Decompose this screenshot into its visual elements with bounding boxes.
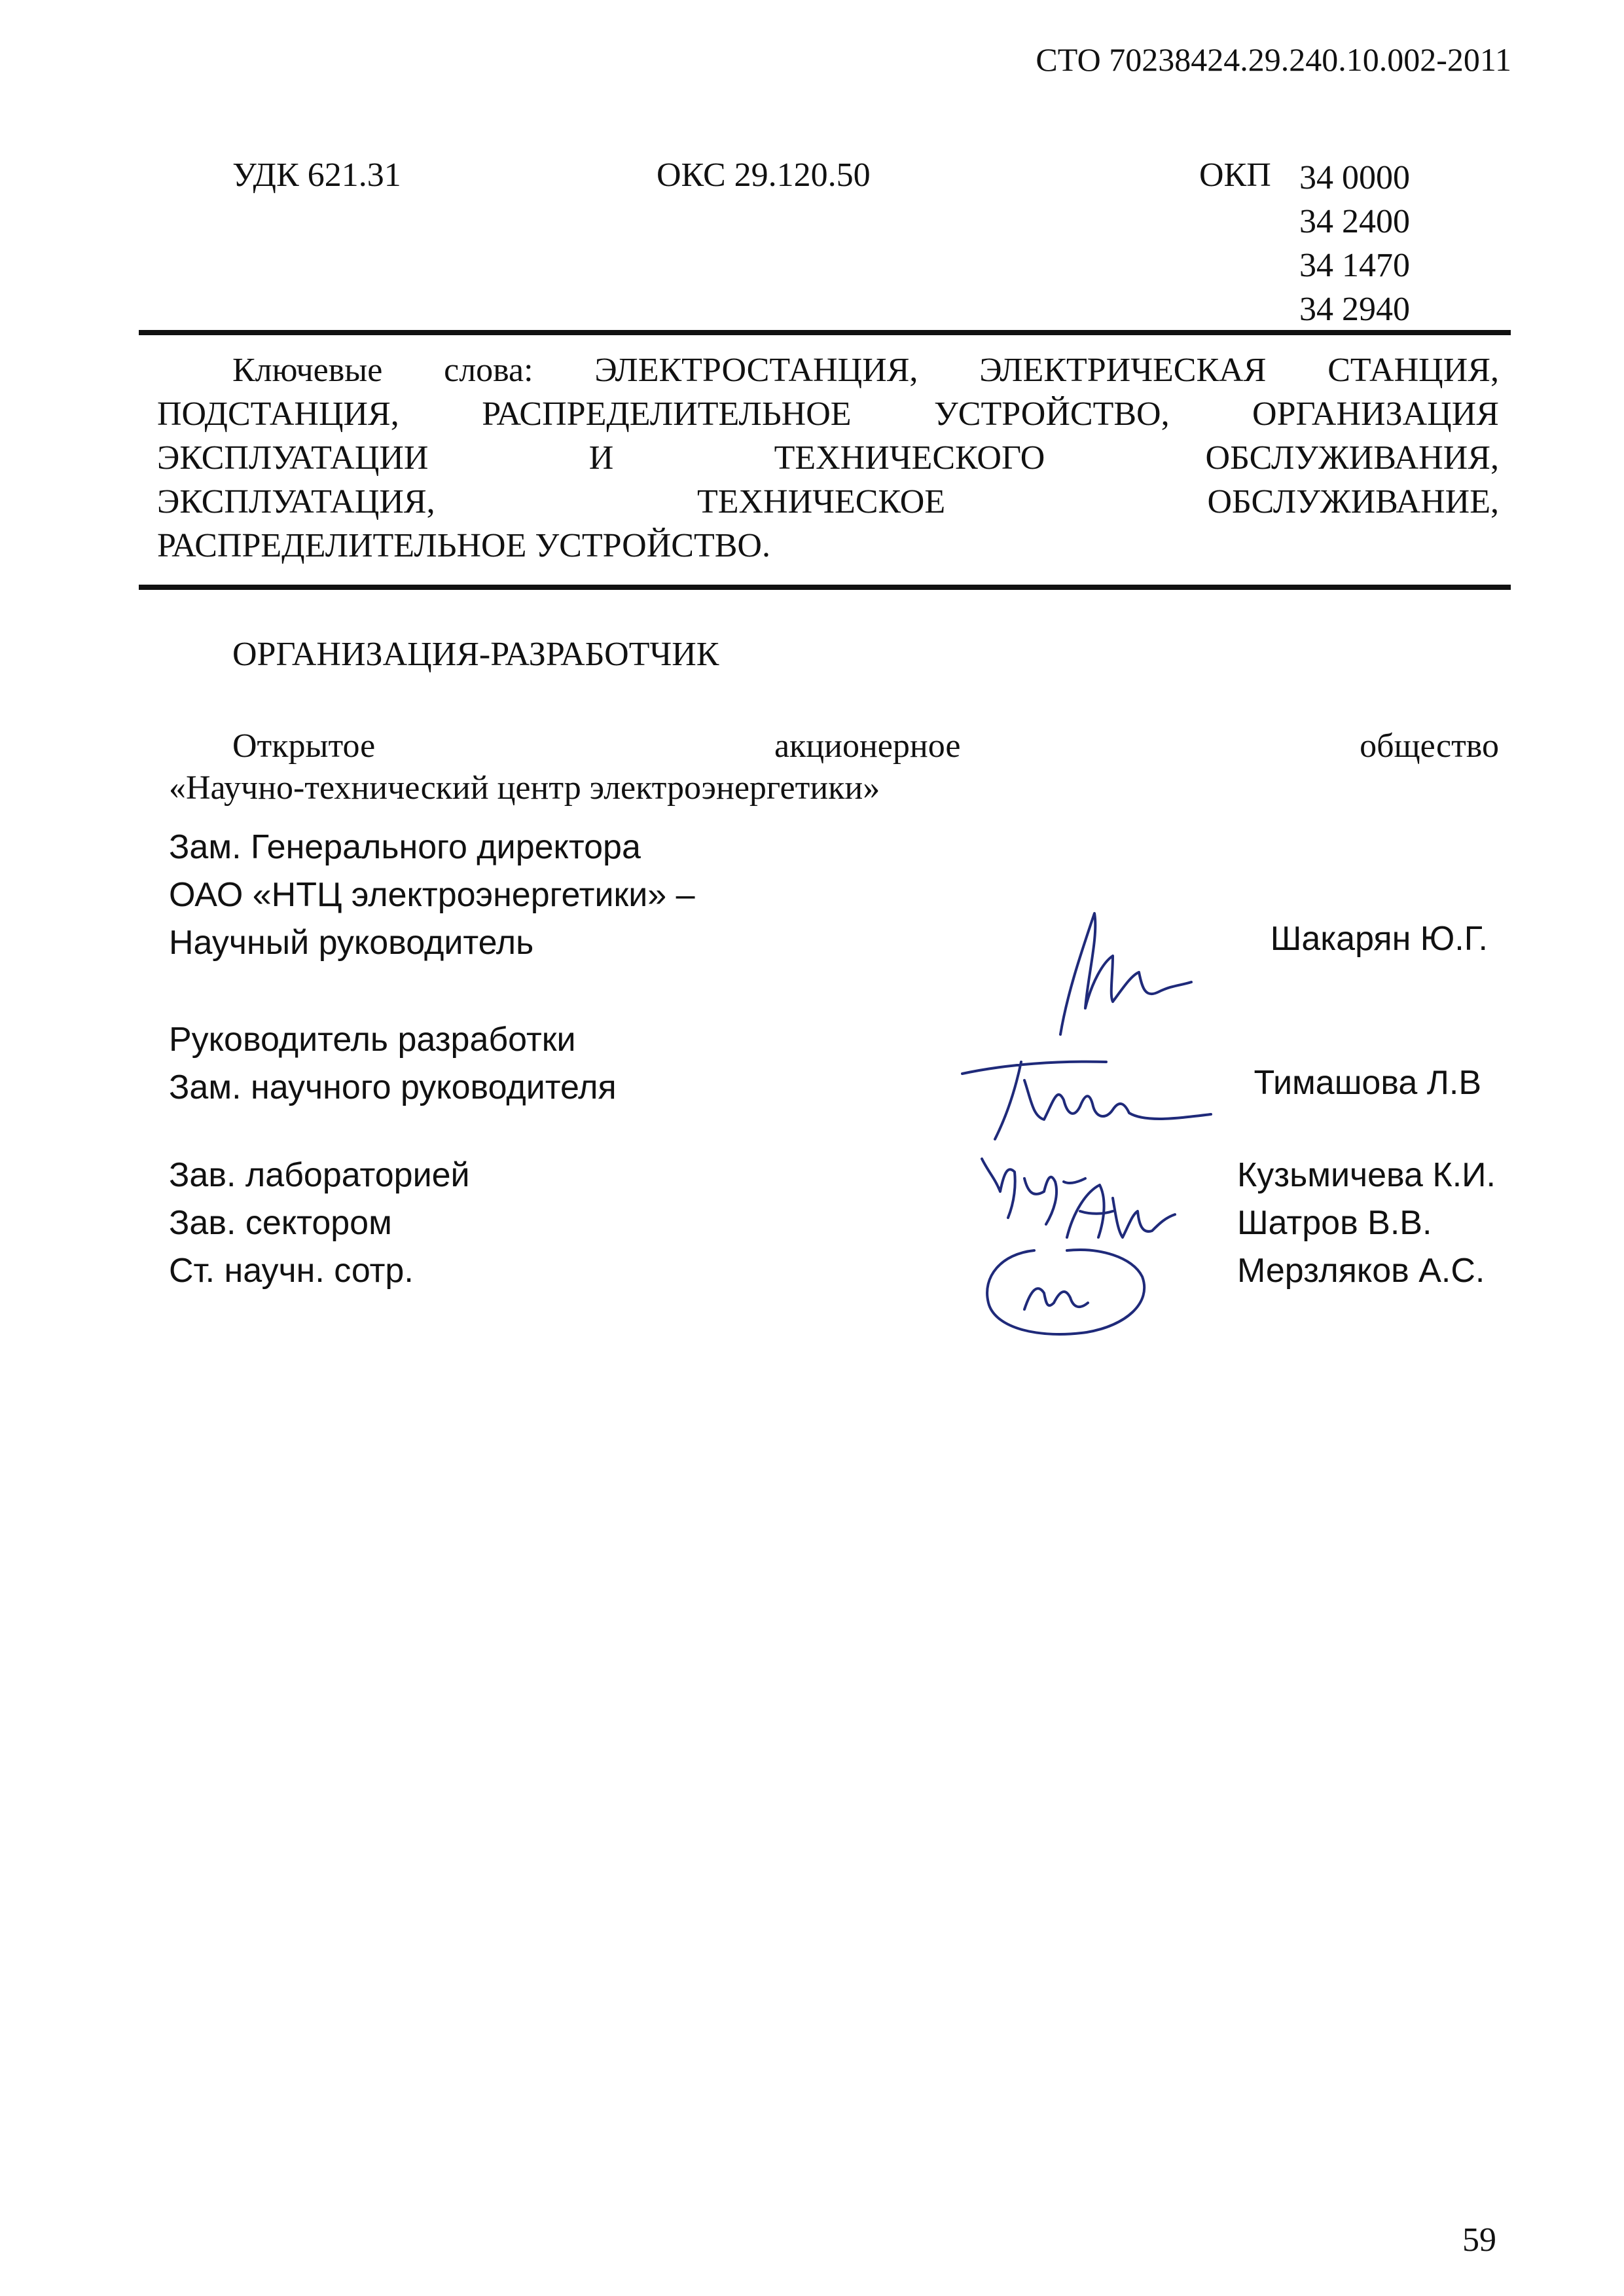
keyword-word: ОБСЛУЖИВАНИЯ,: [1205, 439, 1499, 477]
divider-bottom: [139, 585, 1511, 590]
keyword-word: слова:: [444, 352, 533, 389]
signatory-title: Зам. научного руководителя: [169, 1068, 617, 1106]
signatory-title: Научный руководитель: [169, 924, 534, 962]
keyword-word: ЭКСПЛУАТАЦИИ: [157, 439, 429, 477]
okp-codes: [1299, 156, 1410, 331]
signatory-titles-3: [169, 1152, 470, 1295]
org-word: Открытое: [232, 727, 376, 765]
keyword-word: И: [588, 439, 614, 477]
udk-code: УДК 621.31: [232, 156, 401, 194]
keyword-word: РАСПРЕДЕЛИТЕЛЬНОЕ: [482, 395, 852, 433]
keywords-paragraph: [157, 348, 1499, 568]
okp-code: 34 0000: [1299, 159, 1410, 196]
keyword-word: ТЕХНИЧЕСКОГО: [774, 439, 1045, 477]
keyword-word: УСТРОЙСТВО,: [933, 395, 1170, 433]
keyword-word: ЭЛЕКТРОСТАНЦИЯ,: [594, 352, 918, 389]
signatory-title: Руководитель разработки: [169, 1021, 576, 1059]
signature-timashova: [962, 1062, 1211, 1139]
page-number: 59: [1462, 2221, 1496, 2259]
signatory-name: Шакарян Ю.Г.: [1270, 920, 1488, 958]
signatory-title: Зам. Генерального директора: [169, 828, 641, 866]
okp-label: ОКП: [1199, 156, 1271, 194]
keyword-word: ПОДСТАНЦИЯ,: [157, 395, 399, 433]
keywords-line: [157, 392, 1499, 436]
developer-heading: ОРГАНИЗАЦИЯ-РАЗРАБОТЧИК: [232, 636, 719, 673]
signatory-title: Ст. научн. сотр.: [169, 1252, 414, 1290]
keyword-word: ТЕХНИЧЕСКОЕ: [696, 483, 946, 520]
keywords-line: [157, 480, 1499, 524]
signature-kuzmicheva: [982, 1159, 1085, 1224]
signatory-title: Зав. лабораторией: [169, 1156, 470, 1194]
signatory-name: Мерзляков А.С.: [1236, 1252, 1485, 1290]
handwritten-signatures: [916, 884, 1257, 1355]
signatory-name: Кузьмичева К.И.: [1236, 1156, 1496, 1194]
signatory-title: ОАО «НТЦ электроэнергетики» –: [169, 876, 695, 914]
keyword-word: ЭЛЕКТРИЧЕСКАЯ: [979, 352, 1267, 389]
okp-code: 34 2940: [1299, 291, 1410, 328]
keyword-word: ЭКСПЛУАТАЦИЯ,: [157, 483, 435, 520]
signatory-name: Шатров В.В.: [1236, 1204, 1432, 1242]
keyword-word: Ключевые: [232, 352, 383, 389]
org-word: акционерное: [774, 727, 961, 765]
signatory-names-3: [1237, 1152, 1496, 1295]
developer-org-line1: [232, 727, 1499, 765]
signatory-title: Зав. сектором: [169, 1204, 392, 1242]
keyword-word: ОРГАНИЗАЦИЯ: [1252, 395, 1499, 433]
okp-code: 34 2400: [1299, 203, 1410, 240]
okp-code: 34 1470: [1299, 247, 1410, 284]
developer-org-line2: «Научно-технический центр электроэнергетики»: [169, 769, 880, 807]
signature-merzlyakov-inner: [1024, 1288, 1088, 1309]
signatory-name: Тимашова Л.В: [1254, 1064, 1481, 1102]
keyword-word: СТАНЦИЯ,: [1327, 352, 1499, 389]
signature-shakaryan: [1060, 913, 1191, 1034]
oks-code: ОКС 29.120.50: [657, 156, 871, 194]
keywords-line: [157, 348, 1499, 392]
keyword-word: ОБСЛУЖИВАНИЕ,: [1207, 483, 1499, 520]
signature-shatrov: [1067, 1185, 1175, 1237]
standard-code: СТО 70238424.29.240.10.002-2011: [1036, 41, 1511, 78]
keywords-line: [157, 436, 1499, 480]
signatory-titles-2: [169, 1016, 617, 1112]
keywords-line: [157, 524, 1499, 568]
org-word: общество: [1360, 727, 1499, 765]
keyword-word: РАСПРЕДЕЛИТЕЛЬНОЕ УСТРОЙСТВО.: [157, 527, 770, 564]
divider-top: [139, 330, 1511, 335]
signatory-titles-1: [169, 824, 695, 967]
